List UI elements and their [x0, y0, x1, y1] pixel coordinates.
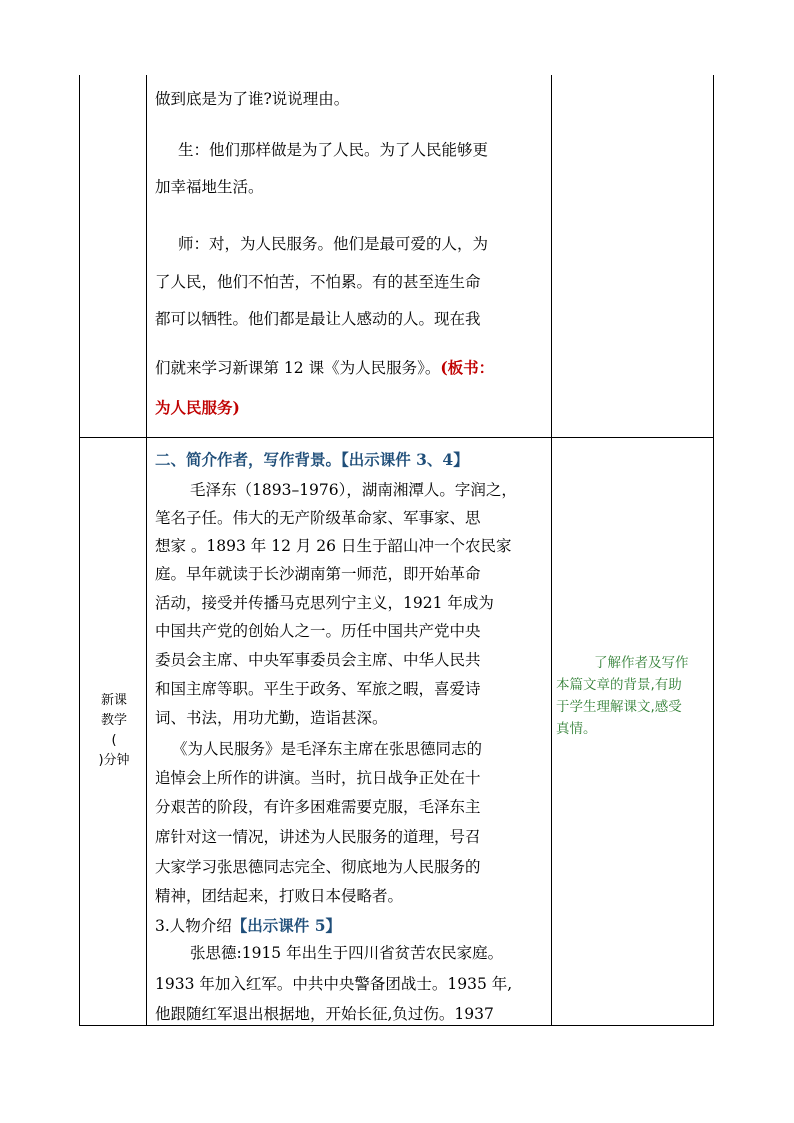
paragraph-line: 大家学习张思德同志完全、彻底地为人民服务的: [155, 858, 481, 876]
paragraph-line: 中国共产党的创始人之一。历任中国共产党中央: [155, 622, 481, 640]
paragraph-line: 想家 。1893 年 12 月 26 日生于韶山冲一个农民家: [155, 537, 512, 555]
paragraph-line: 《为人民服务》是毛泽东主席在张思德同志的: [172, 740, 483, 758]
sub-heading: [155, 913, 551, 939]
paragraph-line: 追悼会上所作的讲演。当时，抗日战争正处在十: [155, 769, 481, 787]
table-row-divider: [79, 437, 714, 438]
blackboard-note: (板书：: [440, 358, 495, 377]
paragraph-line: 加幸福地生活。: [155, 178, 264, 196]
section-heading: 二、简介作者，写作背景。【出示课件 3、4】: [155, 450, 469, 469]
paragraph-line: 笔名子任。伟大的无产阶级革命家、军事家、思: [155, 509, 481, 527]
paragraph-line: 毛泽东（1893–1976），湖南湘潭人。字润之，: [190, 481, 517, 499]
stage-label: [83, 691, 145, 771]
paragraph-line: 他跟随红军退出根据地，开始长征,负过伤。1937: [155, 1005, 494, 1023]
paragraph-line: 席针对这一情况，讲述为人民服务的道理，号召: [155, 828, 481, 846]
paragraph-line: 生：他们那样做是为了人民。为了人民能够更: [178, 141, 489, 159]
note-line: 于学生理解课文,感受: [556, 699, 682, 715]
paragraph-line: 委员会主席、中央军事委员会主席、中华人民共: [155, 651, 481, 669]
note-line: 真情。: [556, 721, 597, 737]
stage-label-line: (: [111, 733, 117, 748]
paragraph-line: 活动，接受并传播马克思列宁主义，1921 年成为: [155, 594, 494, 612]
paragraph-line: 都可以牺牲。他们都是最让人感动的人。现在我: [155, 310, 481, 328]
paragraph-line: 1933 年加入红军。中共中央警备团战士。1935 年,: [155, 975, 513, 993]
paragraph-line: 分艰苦的阶段，有许多困难需要克服，毛泽东主: [155, 798, 481, 816]
sub-heading-text: 3.人物介绍: [155, 917, 232, 935]
paragraph-line: 词、书法，用功尤勤，造诣甚深。: [155, 709, 388, 727]
paragraph-line: 了人民，他们不怕苦，不怕累。有的甚至连生命: [155, 273, 481, 291]
paragraph-line: [155, 355, 551, 381]
stage-label-line: )分钟: [98, 753, 130, 768]
note-line: 本篇文章的背景,有助: [556, 677, 682, 693]
paragraph-line: 张思德:1915 年出生于四川省贫苦农民家庭。: [190, 944, 504, 962]
paragraph-line: 精神，团结起来，打败日本侵略者。: [155, 887, 404, 905]
stage-label-line: 教学: [100, 713, 127, 728]
table-border-right: [713, 75, 714, 1026]
table-border-col1: [146, 75, 147, 1026]
paragraph-line: 和国主席等职。平生于政务、军旅之暇，喜爱诗: [155, 680, 481, 698]
note-line: 了解作者及写作: [594, 655, 689, 671]
paragraph-line: 庭。早年就读于长沙湖南第一师范，即开始革命: [155, 565, 481, 583]
lesson-intro-text: 们就来学习新课第 12 课《为人民服务》。: [155, 359, 441, 377]
courseware-tag: 【出示课件 5】: [231, 916, 341, 935]
paragraph-line: 做到底是为了谁?说说理由。: [155, 90, 350, 108]
design-intent-note: [556, 652, 708, 740]
blackboard-title: 为人民服务): [155, 398, 240, 417]
paragraph-line: 师：对，为人民服务。他们是最可爱的人，为: [178, 235, 489, 253]
table-border-col2: [551, 75, 552, 1026]
table-border-left: [79, 75, 80, 1026]
stage-label-line: 新课: [100, 693, 127, 708]
